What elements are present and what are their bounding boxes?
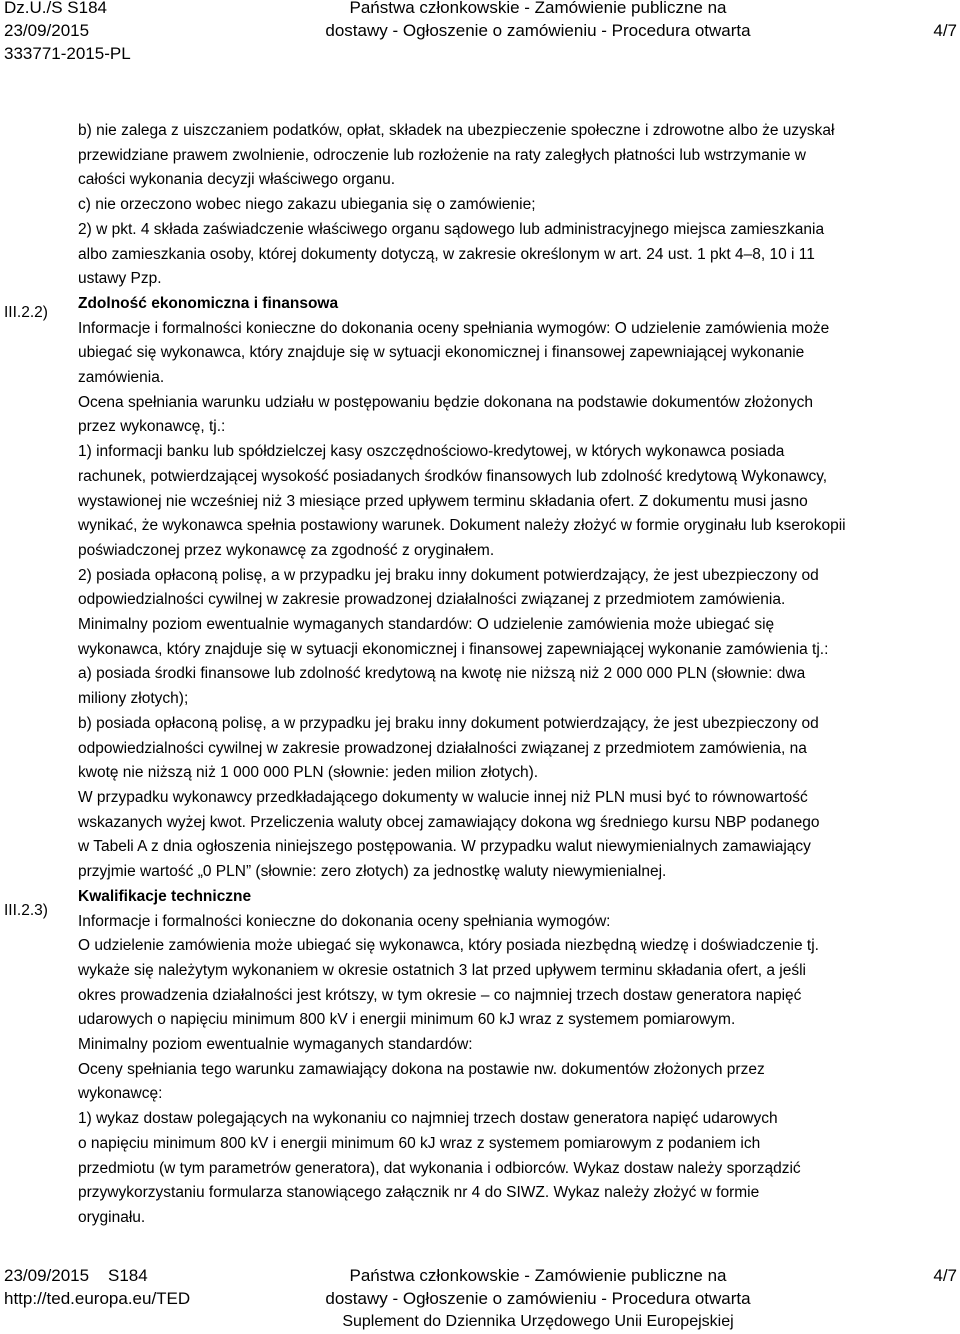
section-number-economic: III.2.2) [4,304,48,321]
footer-supplement: Suplement do Dziennika Urzędowego Unii Europejskiej [342,1313,734,1330]
footer-left [4,1264,190,1310]
body-line: w Tabeli A z dnia ogłoszenia niniejszego postępowania. W przypadku walut niewymienialnych zamawiający [78,838,811,856]
section-title-economic: Zdolność ekonomiczna i finansowa [78,294,339,312]
body-line: a) posiada środki finansowe lub zdolność kredytową na kwotę nie niższą niż 2 000 000 PLN (słownie: dwa [78,665,806,683]
body-line: kwotę nie niższą niż 1 000 000 PLN (słownie: jeden milion złotych). [78,764,539,782]
body-line: Ocena spełniania warunku udziału w postępowaniu będzie dokonana na podstawie dokumentów złożonych [78,393,814,411]
body-line: 1) informacji banku lub spółdzielczej kasy oszczędnościowo-kredytowej, w których wykonawca posiada [78,443,785,461]
section-title-technical: Kwalifikacje techniczne [78,887,252,905]
footer-center [288,1264,788,1333]
header-title-line-2: dostawy - Ogłoszenie o zamówieniu - Procedura otwarta [325,21,751,40]
ted-link[interactable]: http://ted.europa.eu/TED [4,1289,191,1308]
document-body [78,119,958,1231]
body-line: wynikać, że wykonawca spełnia postawiony warunek. Dokument należy złożyć w formie oryginału lub kserokopii [78,517,846,535]
body-line: wykonawca, który znajduje się w sytuacji ekonomicznej i finansowej zapewniającej wykonanie zamówienia tj.: [78,640,829,658]
body-line: odpowiedzialności cywilnej w zakresie prowadzonej działalności związanej z przedmiotem zamówienia, na [78,739,807,757]
body-line: b) posiada opłaconą polisę, a w przypadku jej braku inny dokument potwierdzający, że jest ubezpieczony od [78,714,819,732]
section-number-technical: III.2.3) [4,902,48,919]
body-line: wykaże się należytym wykonaniem w okresie ostatnich 3 lat przed upływem terminu składania ofert, a jeśli [78,961,806,979]
body-line: zamówienia. [78,369,165,387]
notice-number: 333771-2015-PL [4,44,131,63]
footer-page-number: 4/7 [933,1266,957,1285]
body-line: wskazanych wyżej kwot. Przeliczenia waluty obcej zamawiający dokona wg średniego kursu NBP podanego [78,813,820,831]
body-line: Informacje i formalności konieczne do dokonania oceny spełniania wymogów: O udzielenie zamówienia może [78,319,830,337]
header-page-number: 4/7 [933,21,957,40]
body-line: ubiegać się wykonawca, który znajduje się w sytuacji ekonomicznej i finansowej zapewniającej wykonanie [78,344,805,362]
body-line: poświadczonej przez wykonawcę za zgodność z oryginałem. [78,541,495,559]
journal-reference: Dz.U./S S184 [4,0,107,17]
body-line: okres prowadzenia działalności jest krótszy, w tym okresie – co najmniej trzech dostaw generatora napięć [78,986,802,1004]
body-line: Minimalny poziom ewentualnie wymaganych standardów: O udzielenie zamówienia może ubiegać się [78,616,775,634]
body-line: oryginału. [78,1208,146,1226]
footer-date-issue: 23/09/2015 S184 [4,1266,148,1285]
body-line: b) nie zalega z uiszczaniem podatków, opłat, składek na ubezpieczenie społeczne i zdrowotne albo że uzyskał [78,122,835,139]
body-line: 2) posiada opłaconą polisę, a w przypadku jej braku inny dokument potwierdzający, że jest ubezpieczony od [78,566,819,584]
header-title-line-1: Państwa członkowskie - Zamówienie publiczne na [349,0,727,17]
body-line: rachunek, potwierdzającej wysokość posiadanych środków finansowych lub zdolność kredytową Wykonawcy, [78,467,828,485]
body-line: przywykorzystaniu formularza stanowiącego załącznik nr 4 do SIWZ. Wykaz należy złożyć w formie [78,1184,760,1202]
body-line: Oceny spełniania tego warunku zamawiający dokona na postawie nw. dokumentów złożonych przez [78,1060,765,1078]
body-line: Minimalny poziom ewentualnie wymaganych standardów: [78,1036,473,1054]
body-line: przez wykonawcę, tj.: [78,418,226,436]
body-line: O udzielenie zamówienia może ubiegać się wykonawca, który posiada niezbędną wiedzę i doświadczenie tj. [78,937,819,955]
body-line: W przypadku wykonawcy przedkładającego dokumenty w walucie innej niż PLN musi być to równowartość [78,788,808,806]
body-line: całości wykonania decyzji właściwego organu. [78,171,396,189]
body-line: wystawionej nie wcześniej niż 3 miesiące przed upływem terminu składania ofert. Z dokumentu musi jasno [78,492,808,510]
header-left [4,0,131,65]
body-line: odpowiedzialności cywilnej w zakresie prowadzonej działalności związanej z przedmiotem zamówienia. [78,591,786,609]
body-line: ustawy Pzp. [78,270,162,288]
publication-date: 23/09/2015 [4,21,90,40]
body-line: albo zamieszkania osoby, której dokumenty dotyczą, w zakresie określonym w art. 24 ust. 1 pkt 4–8, 10 i 11 [78,245,815,263]
footer-title-line-2: dostawy - Ogłoszenie o zamówieniu - Procedura otwarta [325,1289,751,1308]
body-line: 1) wykaz dostaw polegających na wykonaniu co najmniej trzech dostaw generatora napięć udarowych [78,1110,778,1128]
body-line: o napięciu minimum 800 kV i energii minimum 60 kJ wraz z systemem pomiarowym z podaniem ich [78,1134,761,1152]
body-line: przyjmie wartość „0 PLN” (słownie: zero złotych) za jednostkę waluty niewymienialnej. [78,863,667,881]
body-line: udarowych o napięciu minimum 800 kV i energii minimum 60 kJ wraz z systemem pomiarowym. [78,1011,736,1029]
body-line: przewidziane prawem zwolnienie, odroczenie lub rozłożenie na raty zaległych płatności lub wstrzymanie w [78,146,806,164]
footer-title-line-1: Państwa członkowskie - Zamówienie publiczne na [349,1266,727,1285]
header-center [288,0,788,42]
body-line: wykonawcę: [78,1085,163,1103]
body-line: przedmiotu (w tym parametrów generatora), dat wykonania i odbiorców. Wykaz dostaw należy sporządzić [78,1159,801,1177]
body-line: c) nie orzeczono wobec niego zakazu ubiegania się o zamówienie; [78,196,536,214]
body-line: miliony złotych); [78,690,189,708]
body-line: Informacje i formalności konieczne do dokonania oceny spełniania wymogów: [78,912,611,930]
body-line: 2) w pkt. 4 składa zaświadczenie właściwego organu sądowego lub administracyjnego miejsca zamieszkania [78,220,825,238]
